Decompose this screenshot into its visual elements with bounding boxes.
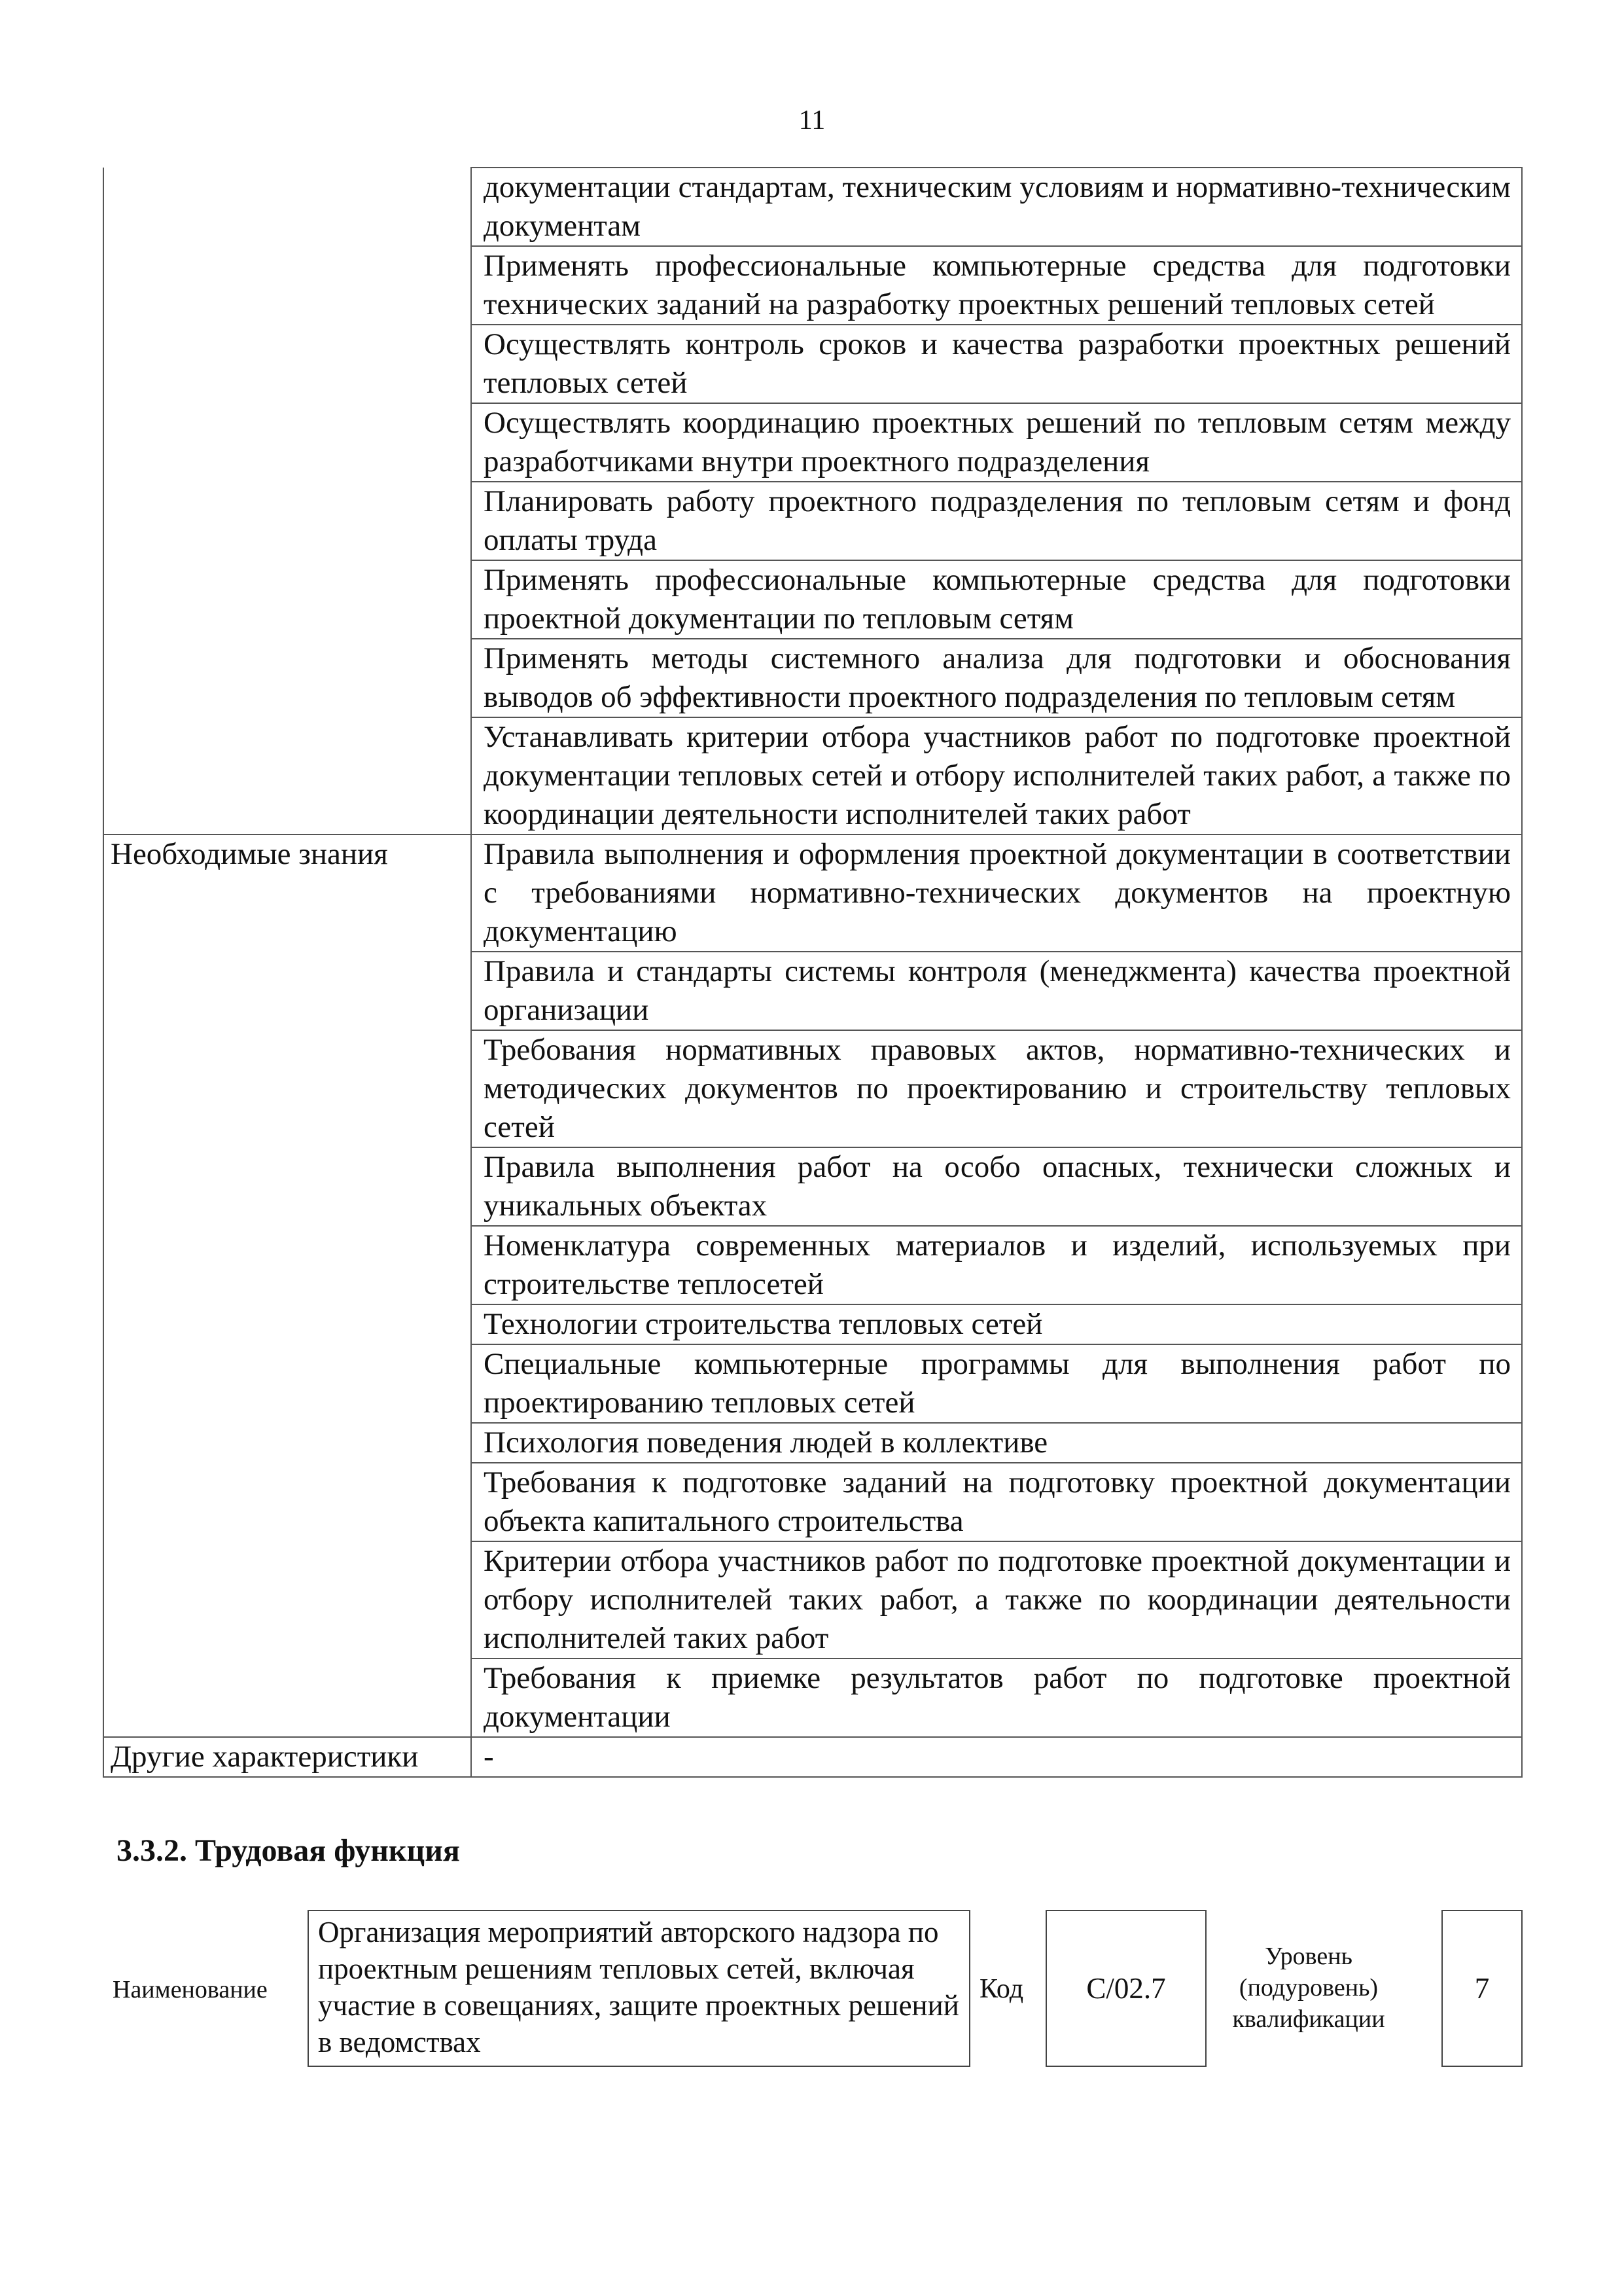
page-number: 11	[798, 105, 826, 135]
code-label: Код	[980, 1974, 1024, 2004]
knowledge-label: Необходимые знания	[103, 834, 471, 1737]
table-row	[103, 1737, 1522, 1777]
knowledge-item: Требования к подготовке заданий на подготовку проектной документации объекта капитального строительства	[471, 1463, 1522, 1541]
skills-label-cell	[103, 168, 471, 834]
skill-item: Осуществлять контроль сроков и качества разработки проектных решений тепловых сетей	[471, 325, 1522, 403]
table-row	[103, 168, 1522, 246]
other-characteristics-label: Другие характеристики	[103, 1737, 471, 1777]
skill-item: Устанавливать критерии отбора участников работ по подготовке проектной документации тепловых сетей и отбору исполнителей таких работ, а также по координации деятельности исполнителей таких работ	[471, 717, 1522, 834]
knowledge-item: Номенклатура современных материалов и изделий, используемых при строительстве теплосетей	[471, 1226, 1522, 1304]
function-code-box: C/02.7	[1046, 1910, 1207, 2067]
knowledge-item: Требования к приемке результатов работ по подготовке проектной документации	[471, 1659, 1522, 1737]
knowledge-item: Технологии строительства тепловых сетей	[471, 1304, 1522, 1344]
knowledge-item: Правила выполнения и оформления проектной документации в соответствии с требованиями нормативно-технических документов на проектную документацию	[471, 834, 1522, 952]
knowledge-item: Психология поведения людей в коллективе	[471, 1423, 1522, 1463]
section-title: 3.3.2. Трудовая функция	[116, 1833, 460, 1868]
skill-item: Применять профессиональные компьютерные средства для подготовки технических заданий на разработку проектных решений тепловых сетей	[471, 246, 1522, 325]
skill-item: Применять профессиональные компьютерные средства для подготовки проектной документации по тепловым сетям	[471, 560, 1522, 639]
knowledge-item: Требования нормативных правовых актов, нормативно-технических и методических документов по проектированию и строительству тепловых сетей	[471, 1030, 1522, 1147]
skill-item: Осуществлять координацию проектных решений по тепловым сетям между разработчиками внутри проектного подразделения	[471, 403, 1522, 482]
knowledge-item: Критерии отбора участников работ по подготовке проектной документации и отбору исполнителей таких работ, а также по координации деятельности исполнителей таких работ	[471, 1541, 1522, 1659]
skill-item: Планировать работу проектного подразделения по тепловым сетям и фонд оплаты труда	[471, 482, 1522, 560]
knowledge-item: Правила выполнения работ на особо опасных, технически сложных и уникальных объектах	[471, 1147, 1522, 1226]
level-value-box: 7	[1441, 1910, 1523, 2067]
competency-table	[103, 167, 1523, 1778]
name-label: Наименование	[113, 1976, 268, 2003]
level-label: Уровень (подуровень) квалификации	[1232, 1943, 1385, 2033]
table-row	[103, 834, 1522, 952]
other-characteristics-value: -	[471, 1737, 1522, 1777]
skill-item: Применять методы системного анализа для подготовки и обоснования выводов об эффективности проектного подразделения по тепловым сетям	[471, 639, 1522, 717]
skill-item: документации стандартам, техническим условиям и нормативно-техническим документам	[471, 168, 1522, 246]
knowledge-item: Специальные компьютерные программы для выполнения работ по проектированию тепловых сетей	[471, 1344, 1522, 1423]
function-name-box: Организация мероприятий авторского надзора по проектным решениям тепловых сетей, включая участие в совещаниях, защите проектных решений в ведомствах	[308, 1910, 970, 2067]
knowledge-item: Правила и стандарты системы контроля (менеджмента) качества проектной организации	[471, 952, 1522, 1030]
